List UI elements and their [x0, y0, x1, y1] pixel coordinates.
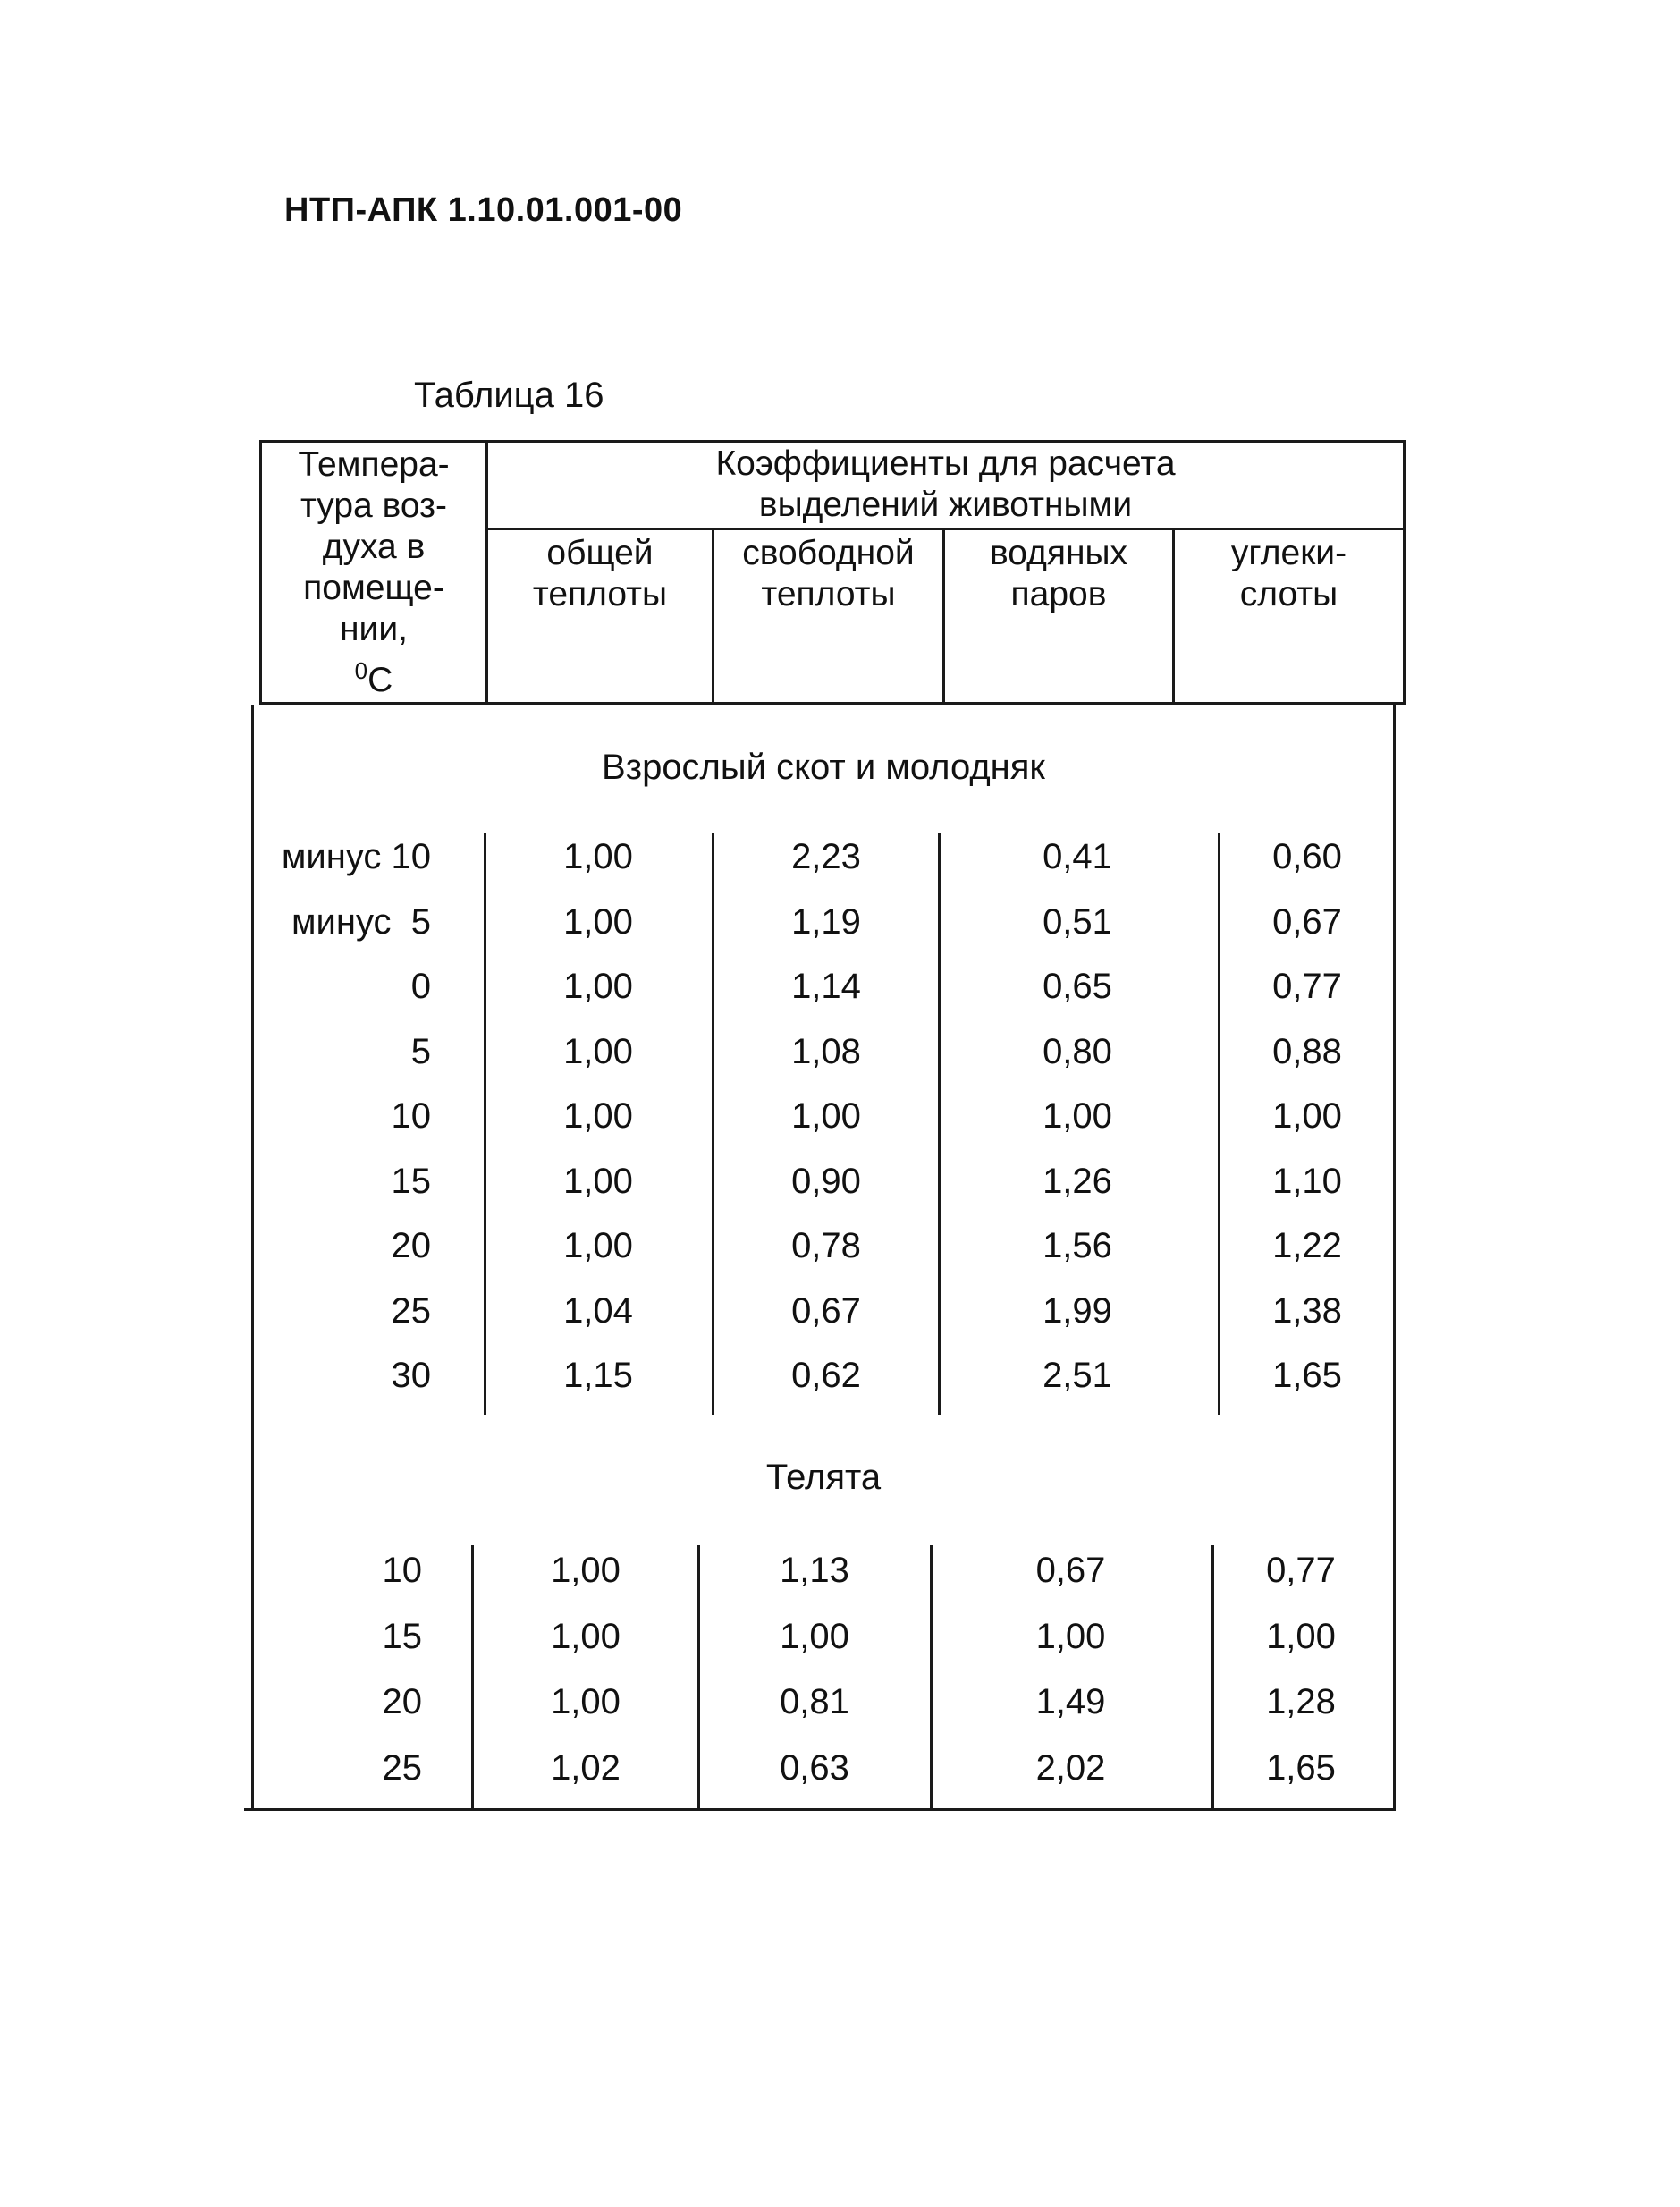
coef-cell-total-heat: 1,00 — [551, 1682, 621, 1721]
temperature-cell: минус 10 — [281, 837, 431, 876]
coef-cell-water-vapor: 0,65 — [1043, 967, 1112, 1006]
col-header-line: теплоты — [761, 575, 896, 613]
coef-cell-carbon-dioxide: 1,28 — [1266, 1682, 1336, 1721]
coef-cell-carbon-dioxide: 1,38 — [1272, 1290, 1342, 1331]
body-col-divider — [1211, 1545, 1214, 1811]
body-col-divider — [712, 833, 714, 1415]
coef-cell-water-vapor: 0,80 — [1043, 1031, 1112, 1071]
column-header-total-heat — [488, 533, 712, 615]
column-header-carbon-dioxide — [1175, 533, 1403, 615]
coef-cell-total-heat: 1,00 — [563, 1096, 633, 1136]
coef-cell-carbon-dioxide: 1,00 — [1272, 1096, 1342, 1136]
coef-cell-carbon-dioxide: 0,77 — [1266, 1551, 1336, 1590]
coef-cell-carbon-dioxide: 0,77 — [1272, 967, 1342, 1006]
col-header-line: общей — [546, 534, 654, 572]
document-code: НТП-АПК 1.10.01.001-00 — [284, 191, 683, 229]
coef-cell-carbon-dioxide: 0,67 — [1272, 901, 1342, 942]
temperature-cell: 0 — [410, 967, 431, 1006]
temp-unit-letter: С — [367, 661, 393, 699]
section-title-calves: Телята — [765, 1458, 882, 1497]
table-right-border-body — [1393, 705, 1396, 1811]
col-header-line: углеки- — [1230, 534, 1347, 572]
coef-cell-carbon-dioxide: 0,60 — [1272, 837, 1342, 876]
coef-cell-water-vapor: 1,56 — [1043, 1226, 1112, 1265]
coef-cell-free-heat: 2,23 — [791, 837, 861, 876]
coef-cell-total-heat: 1,00 — [563, 901, 633, 942]
coef-cell-free-heat: 0,81 — [780, 1682, 849, 1721]
temp-header-line: помеще- — [303, 569, 444, 607]
temp-header-line: нии, — [340, 610, 408, 648]
temperature-cell: 20 — [391, 1226, 431, 1265]
section-title-adult-cattle: Взрослый скот и молодняк — [602, 748, 1045, 787]
temperature-cell: 25 — [382, 1747, 422, 1788]
coef-cell-total-heat: 1,00 — [551, 1616, 621, 1656]
temperature-cell: 20 — [382, 1682, 422, 1721]
coef-cell-carbon-dioxide: 1,10 — [1272, 1161, 1342, 1201]
col-header-line: теплоты — [532, 575, 668, 613]
coef-cell-total-heat: 1,00 — [563, 967, 633, 1006]
table-caption: Таблица 16 — [414, 376, 604, 415]
temperature-cell: 30 — [391, 1356, 431, 1395]
temperature-cell: 25 — [391, 1290, 431, 1331]
coef-cell-free-heat: 0,63 — [780, 1747, 849, 1788]
temp-header-line: Темпера- — [298, 445, 450, 484]
temp-unit — [262, 650, 485, 701]
column-header-free-heat — [714, 533, 942, 615]
body-col-divider — [938, 833, 941, 1415]
temperature-column-header — [262, 444, 485, 701]
coef-cell-free-heat: 0,90 — [791, 1161, 861, 1201]
coefficients-group-header — [488, 444, 1403, 526]
coef-cell-free-heat: 0,78 — [791, 1226, 861, 1265]
coef-cell-free-heat: 1,13 — [780, 1551, 849, 1590]
body-col-divider — [484, 833, 486, 1415]
coef-cell-carbon-dioxide: 1,65 — [1266, 1747, 1336, 1788]
header-bottom-border — [259, 702, 1406, 705]
coef-cell-carbon-dioxide: 1,65 — [1272, 1356, 1342, 1395]
col-header-line: слоты — [1239, 575, 1338, 613]
temperature-cell: 10 — [391, 1096, 431, 1136]
coef-cell-carbon-dioxide: 0,88 — [1272, 1031, 1342, 1071]
coef-cell-free-heat: 0,62 — [791, 1356, 861, 1395]
coef-cell-total-heat: 1,00 — [563, 1161, 633, 1201]
coef-cell-total-heat: 1,00 — [551, 1551, 621, 1590]
coef-cell-free-heat: 0,67 — [791, 1290, 861, 1331]
group-header-line: Коэффициенты для расчета — [715, 444, 1176, 483]
col-header-line: водяных — [989, 534, 1128, 572]
coef-cell-total-heat: 1,00 — [563, 1031, 633, 1071]
coef-cell-total-heat: 1,02 — [551, 1747, 621, 1788]
body-col-divider — [697, 1545, 700, 1811]
coef-cell-free-heat: 1,14 — [791, 967, 861, 1006]
temperature-cell: 15 — [391, 1161, 431, 1201]
col-header-line: паров — [1010, 575, 1107, 613]
coef-cell-free-heat: 1,00 — [780, 1616, 849, 1656]
body-col-divider — [930, 1545, 933, 1811]
coef-cell-water-vapor: 0,51 — [1043, 901, 1112, 942]
coef-cell-carbon-dioxide: 1,00 — [1266, 1616, 1336, 1656]
coef-cell-total-heat: 1,00 — [563, 1226, 633, 1265]
coef-cell-water-vapor: 1,00 — [1035, 1616, 1106, 1656]
coef-cell-water-vapor: 1,99 — [1043, 1290, 1112, 1331]
coef-cell-total-heat: 1,15 — [563, 1356, 633, 1395]
col-header-line: свободной — [742, 534, 915, 572]
temperature-cell: 5 — [410, 1031, 431, 1071]
coef-cell-water-vapor: 0,67 — [1035, 1551, 1106, 1590]
table-bottom-border — [244, 1808, 1393, 1811]
coef-cell-free-heat: 1,08 — [791, 1031, 861, 1071]
table-top-border — [259, 440, 1406, 443]
temp-unit-degree: 0 — [354, 657, 368, 684]
table-right-border-header — [1403, 440, 1406, 705]
temperature-cell: минус 5 — [291, 901, 431, 942]
temperature-cell: 10 — [382, 1551, 422, 1590]
body-col-divider — [1218, 833, 1220, 1415]
header-group-divider — [485, 528, 1406, 530]
body-col-divider — [471, 1545, 474, 1811]
coef-cell-total-heat: 1,00 — [563, 837, 633, 876]
group-header-line: выделений животными — [758, 486, 1133, 524]
coef-cell-water-vapor: 1,49 — [1035, 1682, 1106, 1721]
coef-cell-total-heat: 1,04 — [563, 1290, 633, 1331]
coef-cell-water-vapor: 0,41 — [1043, 837, 1112, 876]
coef-cell-free-heat: 1,19 — [791, 901, 861, 942]
coef-cell-free-heat: 1,00 — [791, 1096, 861, 1136]
coef-cell-carbon-dioxide: 1,22 — [1272, 1226, 1342, 1265]
coef-cell-water-vapor: 2,51 — [1043, 1356, 1112, 1395]
column-header-water-vapor — [945, 533, 1172, 615]
temp-header-line: тура воз- — [300, 486, 447, 525]
table-left-border-body — [251, 705, 254, 1811]
coef-cell-water-vapor: 2,02 — [1035, 1747, 1106, 1788]
temperature-cell: 15 — [382, 1616, 422, 1656]
temp-header-line: духа в — [322, 528, 426, 566]
coef-cell-water-vapor: 1,00 — [1043, 1096, 1112, 1136]
coef-cell-water-vapor: 1,26 — [1043, 1161, 1112, 1201]
